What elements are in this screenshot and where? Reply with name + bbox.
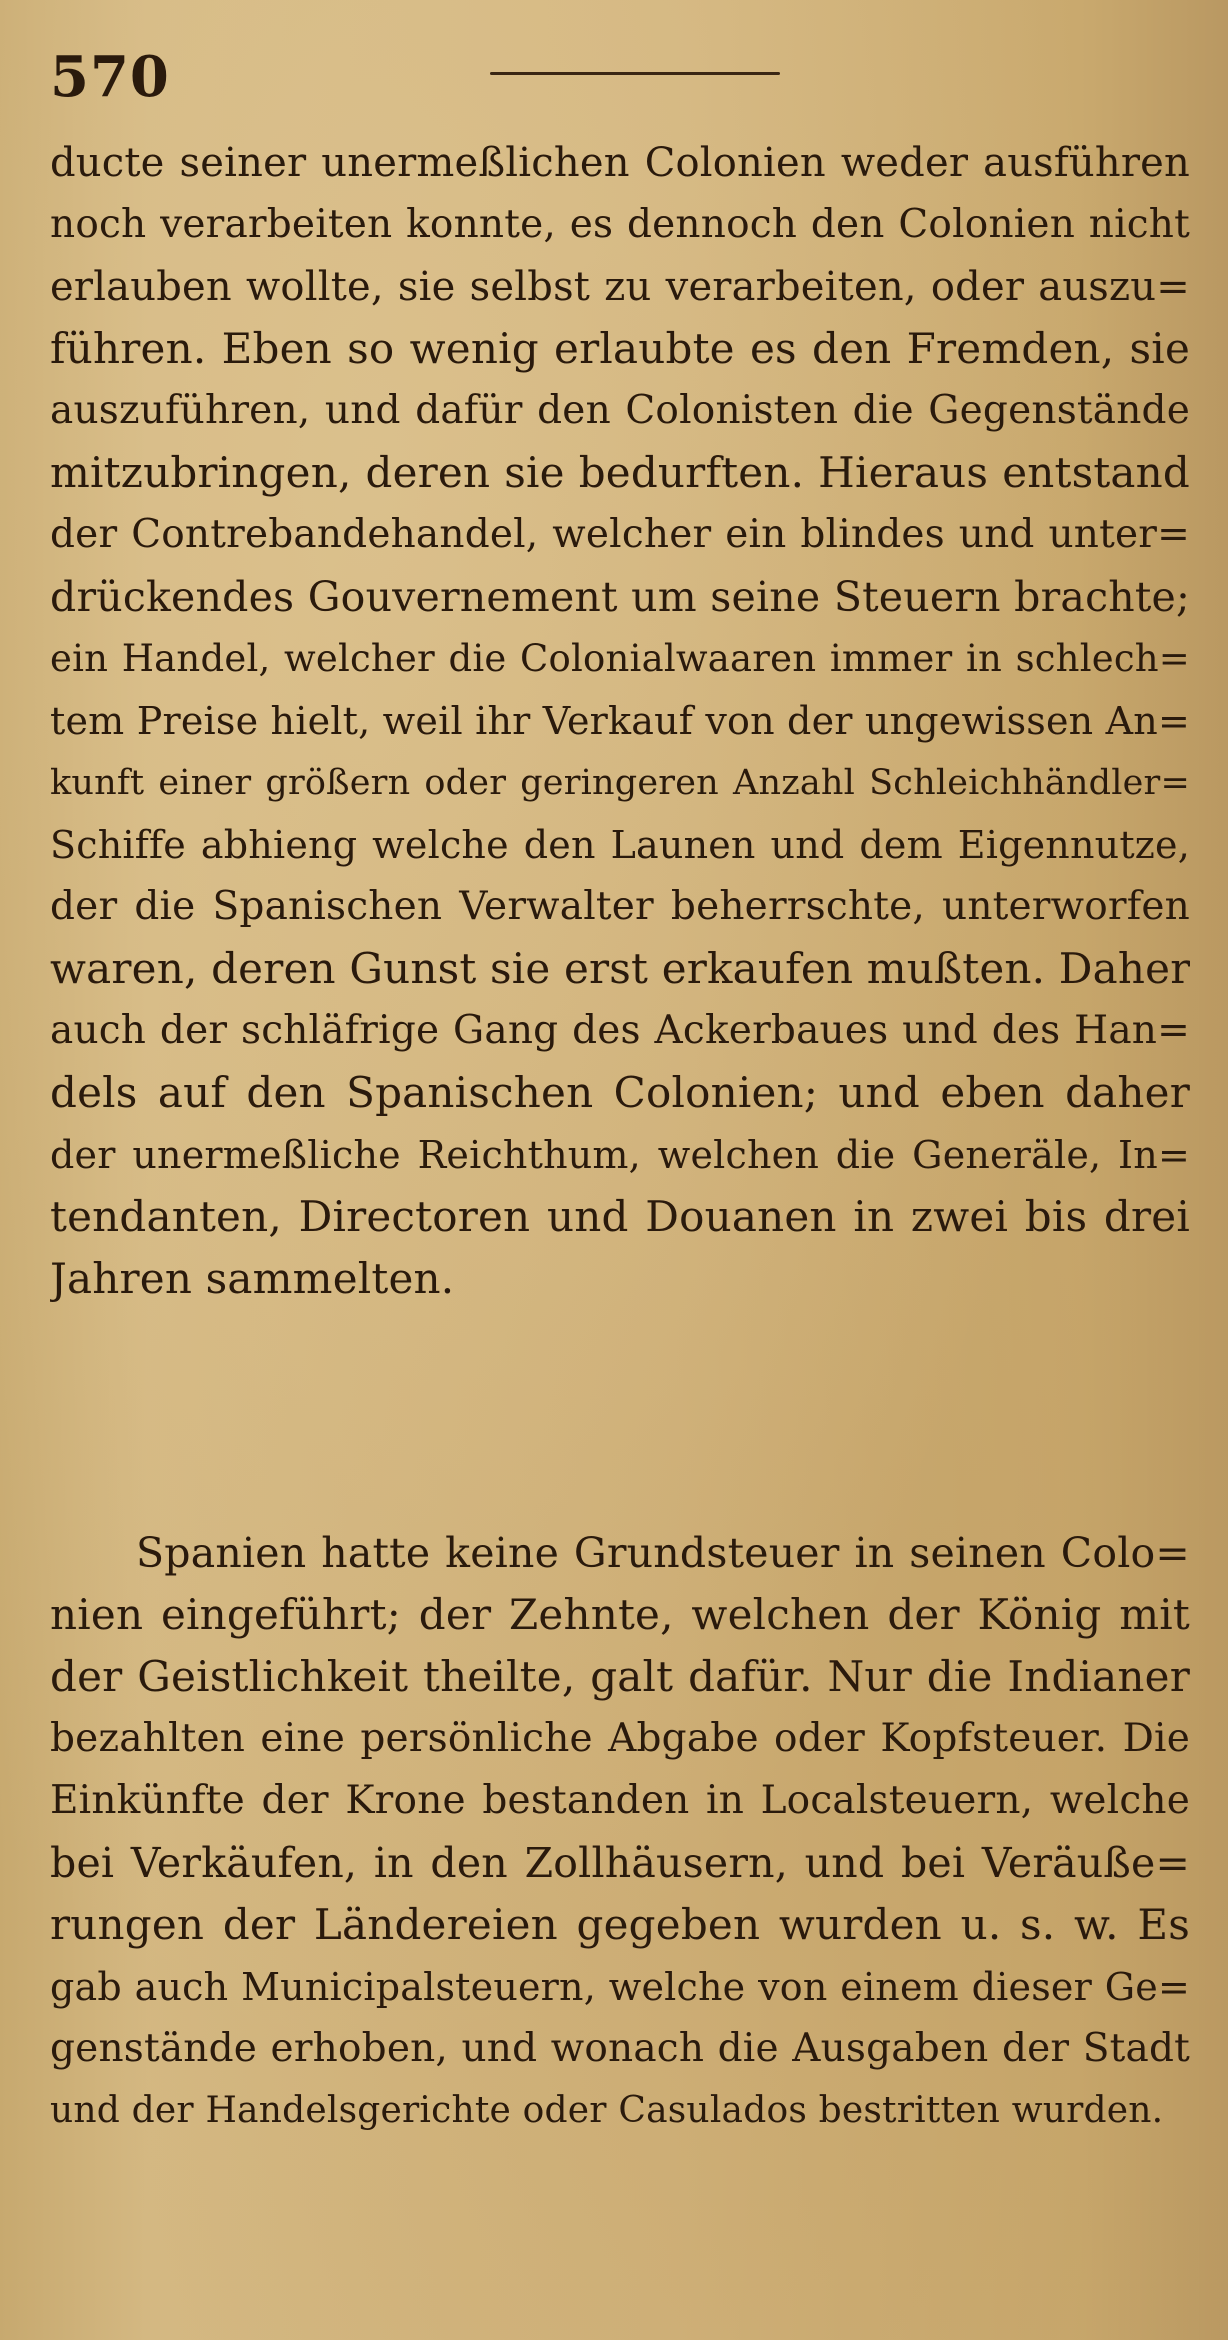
text-line: der die Spanischen Verwalter beherrschte, unterworfen <box>50 884 1190 929</box>
paragraph-2 <box>50 1522 1190 2142</box>
text-line: der Geistlichkeit theilte, galt dafür. Nur die Indianer <box>50 1652 1190 1701</box>
text-line: waren, deren Gunst sie erst erkaufen mußten. Daher <box>50 944 1190 993</box>
text-line: dels auf den Spanischen Colonien; und eben daher <box>50 1068 1190 1117</box>
text-line: nien eingeführt; der Zehnte, welchen der König mit <box>50 1590 1190 1639</box>
header-rule <box>490 72 780 75</box>
text-line: und der Handelsgerichte oder Casulados bestritten wurden. <box>50 2090 1164 2131</box>
text-line: Schiffe abhieng welche den Launen und dem Eigennutze, <box>50 823 1190 867</box>
text-line: ducte seiner unermeßlichen Colonien weder ausführen <box>50 140 1190 186</box>
text-line: bezahlten eine persönliche Abgabe oder Kopfsteuer. Die <box>50 1716 1190 1761</box>
text-line: rungen der Ländereien gegeben wurden u. s. w. Es <box>50 1900 1190 1949</box>
text-line: tendanten, Directoren und Douanen in zwei bis drei <box>50 1192 1190 1241</box>
text-line: noch verarbeiten konnte, es dennoch den Colonien nicht <box>50 202 1190 247</box>
text-line: gab auch Municipalsteuern, welche von einem dieser Ge= <box>50 1965 1190 2009</box>
text-line: kunft einer größern oder geringeren Anzahl Schleichhändler= <box>50 763 1190 803</box>
text-line: Jahren sammelten. <box>50 1254 455 1303</box>
text-line: auch der schläfrige Gang des Ackerbaues und des Han= <box>50 1008 1190 1053</box>
page-header <box>50 36 1180 116</box>
text-line: führen. Eben so wenig erlaubte es den Fremden, sie <box>50 324 1190 373</box>
text-line: erlauben wollte, sie selbst zu verarbeiten, oder auszu= <box>50 264 1190 310</box>
text-line: genstände erhoben, und wonach die Ausgaben der Stadt <box>50 2026 1190 2071</box>
page-number: 570 <box>50 44 170 110</box>
text-line: tem Preise hielt, weil ihr Verkauf von der ungewissen An= <box>50 699 1190 743</box>
text-line: auszuführen, und dafür den Colonisten die Gegenstände <box>50 388 1190 433</box>
text-line: Einkünfte der Krone bestanden in Localsteuern, welche <box>50 1778 1190 1823</box>
text-line: drückendes Gouvernement um seine Steuern brachte; <box>50 573 1190 621</box>
text-line: der unermeßliche Reichthum, welchen die Generäle, In= <box>50 1133 1190 1177</box>
text-line: mitzubringen, deren sie bedurften. Hieraus entstand <box>50 448 1190 497</box>
text-line: Spanien hatte keine Grundsteuer in seinen Colo= <box>136 1529 1190 1577</box>
text-line: bei Verkäufen, in den Zollhäusern, und bei Veräuße= <box>50 1839 1190 1887</box>
text-line: der Contrebandehandel, welcher ein blindes und unter= <box>50 512 1190 557</box>
text-line: ein Handel, welcher die Colonialwaaren immer in schlech= <box>50 637 1190 680</box>
paragraph-1 <box>50 132 1190 1310</box>
